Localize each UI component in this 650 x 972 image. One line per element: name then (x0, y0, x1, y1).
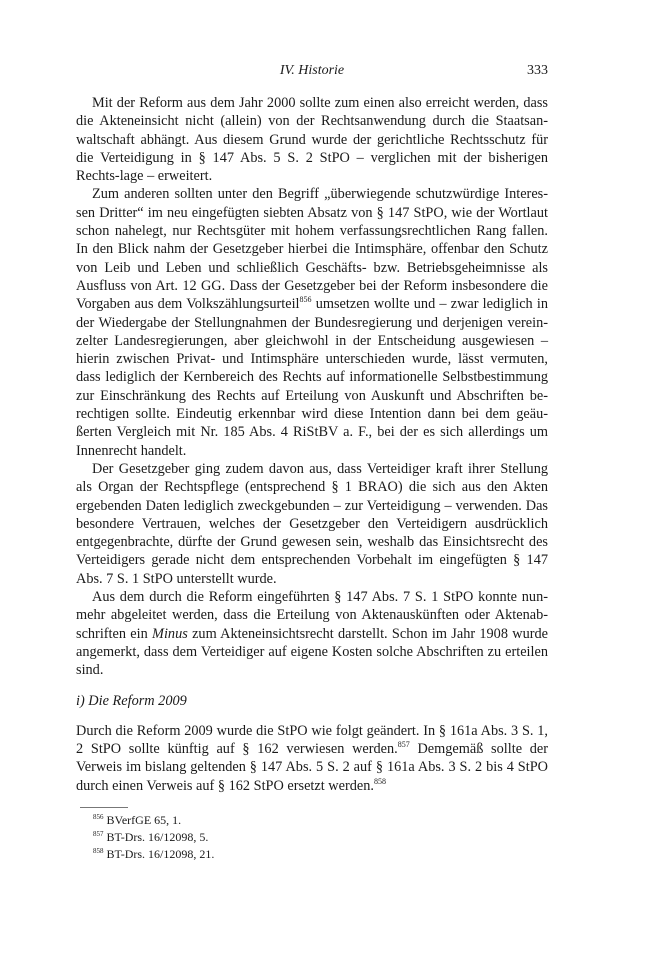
page-header (76, 63, 548, 83)
footnote-856: $^{856}$ BVerfGE 65, 1. (93, 813, 182, 827)
paragraph-2: Zum anderen sollten unter den Begriff „überwiegende schutzwürdige Interes-sen Dritter“ im neu eingefügten siebten Absatz von § 147 StPO, wie der Wortlaut schon nahelegt, nur Rechtsgüter mit hohem verfassungsrechtlichen Rang fallen. In den Blick nahm der Gesetzgeber hierbei die Intimsphäre, offenbar den Schutz von Leib und Leben und schließlich Geschäfts- bzw. Betriebsgeheimnisse als Ausfluss von Art. 12 GG. Dass der Gesetzgeber bei der Reform insbesondere die Vorgaben aus dem Volkszählungsurteil$^{856}$ umsetzen wollte und – zwar lediglich in der Wiedergabe der Stellungnahmen der Bundesregierung und derjenigen verein-zelter Landesregierungen, aber gleichwohl in der Entscheidung ausgewiesen – hierin zwischen Privat- und Intimsphäre unterschieden wurde, lässt vermuten, dass lediglich der Kernbereich des Rechts auf informationelle Selbstbestimmung zur Einschränkung des Rechts auf Erteilung von Auskunft und Abschriften be-rechtigen sollte. Eindeutig erkennbar wird diese Intention dann bei dem geäu-ßerten Vergleich mit Nr. 185 Abs. 4 RiStBV a. F., bei der es sich allerdings um Innenrecht handelt. (76, 186, 549, 459)
paragraph-reform-2009: Durch die Reform 2009 wurde die StPO wie folgt geändert. In § 161a Abs. 3 S. 1, 2 StPO sollte künftig auf § 162 verwiesen werden.$^{857}$ Demgemäß sollte der Verweis im bislang geltenden § 147 Abs. 5 S. 2 auf § 161a Abs. 3 S. 2 bis 4 StPO durch einen Verweis auf § 162 StPO ersetzt werden.$^{858}$ (76, 722, 548, 794)
page-number: 333 (527, 63, 548, 78)
running-head: IV. Historie (279, 63, 345, 78)
paragraph-4: Aus dem durch die Reform eingeführten § 147 Abs. 7 S. 1 StPO konnte nun-mehr abgeleitet werden, dass die Erteilung von Aktenauskünften oder Aktenab-schriften ein Minus zum Akteneinsichtsrecht darstellt. Schon im Jahr 1908 wurde angemerkt, dass dem Verteidiger auf eigene Kosten solche Abschriften zu erteilen sind. (76, 589, 548, 679)
paragraph-3: Der Gesetzgeber ging zudem davon aus, dass Verteidiger kraft ihrer Stellung als Organ der Rechtspflege (entsprechend § 1 BRAO) die sich aus den Akten ergebenden Daten lediglich zweckgebunden – zur Verteidigung – verwenden. Das besondere Vertrauen, welches der Gesetzgeber den Verteidigern ausdrücklich entgegenbrachte, dürfte der Grund gewesen sein, weshalb das Einsichtsrecht des Verteidigers gerade nicht dem entsprechenden Vorbehalt im eingefügten § 147 Abs. 7 S. 1 StPO unterstellt wurde. (76, 460, 548, 587)
footnote-ref-857: 857 (397, 740, 410, 750)
body-text (76, 94, 548, 795)
paragraph-1: Mit der Reform aus dem Jahr 2000 sollte zum einen also erreicht werden, dass die Akteneinsicht nicht (allein) von der Rechtsanwendung durch die Staatsan-waltschaft abhängt. Aus diesem Grund wurde der gerichtliche Rechtsschutz für die Verteidigung in § 147 Abs. 5 S. 2 StPO – verglichen mit der bisherigen Rechts-lage – erweitert. (76, 95, 548, 185)
footnotes (93, 812, 533, 863)
footnote-857: $^{857}$ BT-Drs. 16/12098, 5. (93, 830, 209, 844)
footnote-ref-858: 858 (373, 776, 386, 786)
footnote-ref-856: 856 (299, 295, 312, 305)
footnote-858: $^{858}$ BT-Drs. 16/12098, 21. (93, 847, 215, 861)
footnote-divider (80, 807, 128, 808)
emphasis-minus: Minus (152, 625, 188, 642)
section-heading: i) Die Reform 2009 (76, 692, 187, 709)
